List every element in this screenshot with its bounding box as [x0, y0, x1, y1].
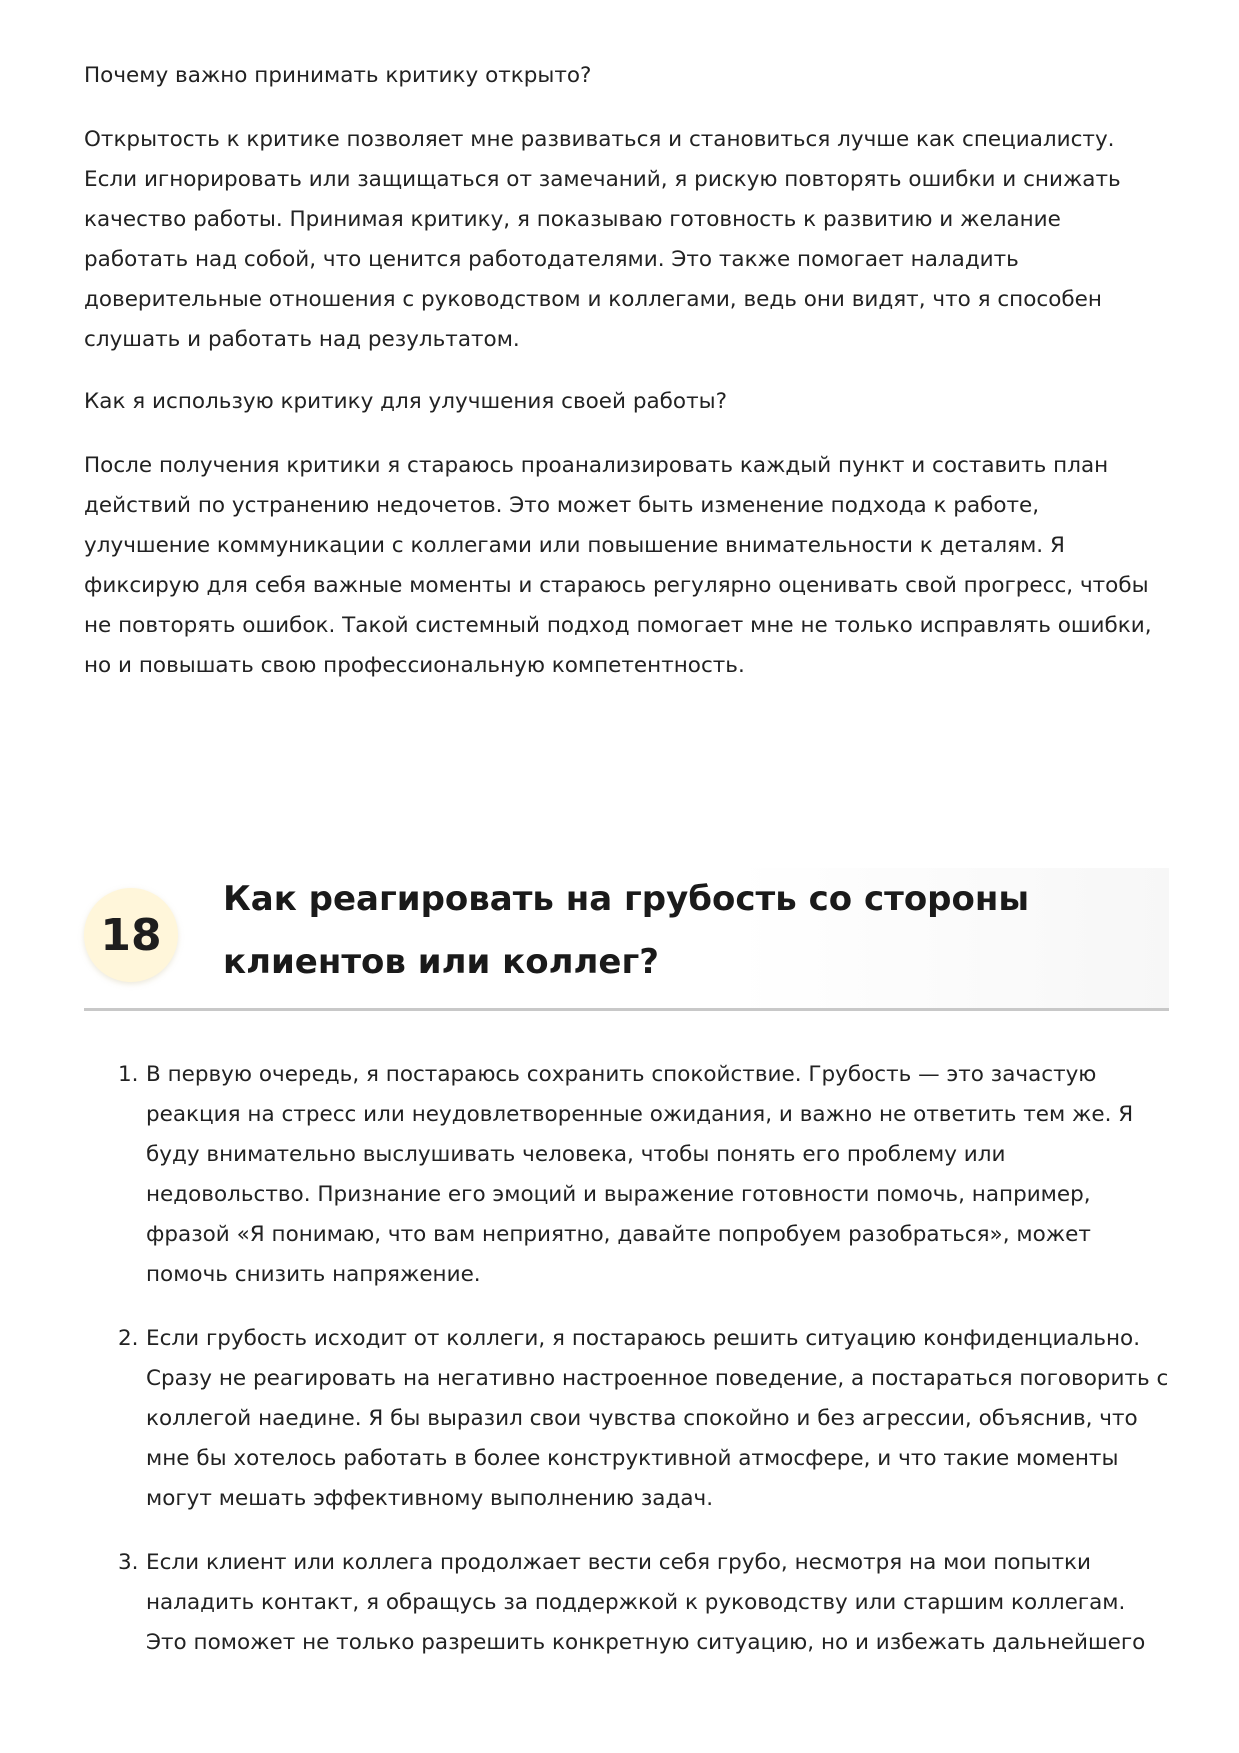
list-item	[84, 1055, 1169, 1295]
list-item	[84, 1543, 1169, 1663]
list-item-number: 1.	[118, 1062, 139, 1087]
list-item-number: 2.	[118, 1326, 139, 1351]
answer-open-criticism: Открытость к критике позволяет мне развиваться и становиться лучше как специалисту. Если игнорировать или защищаться от замечаний, я рискую повторять ошибки и снижать качество работы. Принимая критику, я показываю готовность к развитию и желание работать над собой, что ценится работодателями. Это также помогает наладить доверительные отношения с руководством и коллегами, ведь они видят, что я способен слушать и работать над результатом.	[84, 127, 1121, 352]
section-number-badge: 18	[84, 888, 178, 982]
list-item-text: В первую очередь, я постараюсь сохранить спокойствие. Грубость — это зачастую реакция на стресс или неудовлетворенные ожидания, и важно не ответить тем же. Я буду внимательно выслушивать человека, чтобы понять его проблему или недовольство. Признание его эмоций и выражение готовности помочь, например, фразой «Я понимаю, что вам неприятно, давайте попробуем разобраться», может помочь снизить напряжение.	[146, 1062, 1134, 1287]
answer-list	[84, 1055, 1169, 1663]
question-use-criticism: Как я использую критику для улучшения своей работы?	[84, 389, 727, 414]
section-title: Как реагировать на грубость со стороны клиентов или коллег?	[223, 879, 1030, 982]
answer-use-criticism: После получения критики я стараюсь проанализировать каждый пункт и составить план действий по устранению недочетов. Это может быть изменение подхода к работе, улучшение коммуникации с коллегами или повышение внимательности к деталям. Я фиксирую для себя важные моменты и стараюсь регулярно оценивать свой прогресс, чтобы не повторять ошибок. Такой системный подход помогает мне не только исправлять ошибки, но и повышать свою профессиональную компетентность.	[84, 453, 1152, 678]
list-item-text: Если клиент или коллега продолжает вести себя грубо, несмотря на мои попытки наладить контакт, я обращусь за поддержкой к руководству или старшим коллегам. Это поможет не только разрешить конкретную ситуацию, но и избежать дальнейшего	[146, 1550, 1146, 1655]
section-18	[84, 868, 1169, 1687]
list-item	[84, 1319, 1169, 1519]
question-open-criticism: Почему важно принимать критику открыто?	[84, 63, 592, 88]
document-body	[84, 56, 1169, 708]
section-header	[84, 868, 1169, 1011]
list-item-number: 3.	[118, 1550, 139, 1575]
list-item-text: Если грубость исходит от коллеги, я постараюсь решить ситуацию конфиденциально. Сразу не реагировать на негативно настроенное поведение, а постараться поговорить с коллегой наедине. Я бы выразил свои чувства спокойно и без агрессии, объяснив, что мне бы хотелось работать в более конструктивной атмосфере, и что такие моменты могут мешать эффективному выполнению задач.	[146, 1326, 1169, 1511]
